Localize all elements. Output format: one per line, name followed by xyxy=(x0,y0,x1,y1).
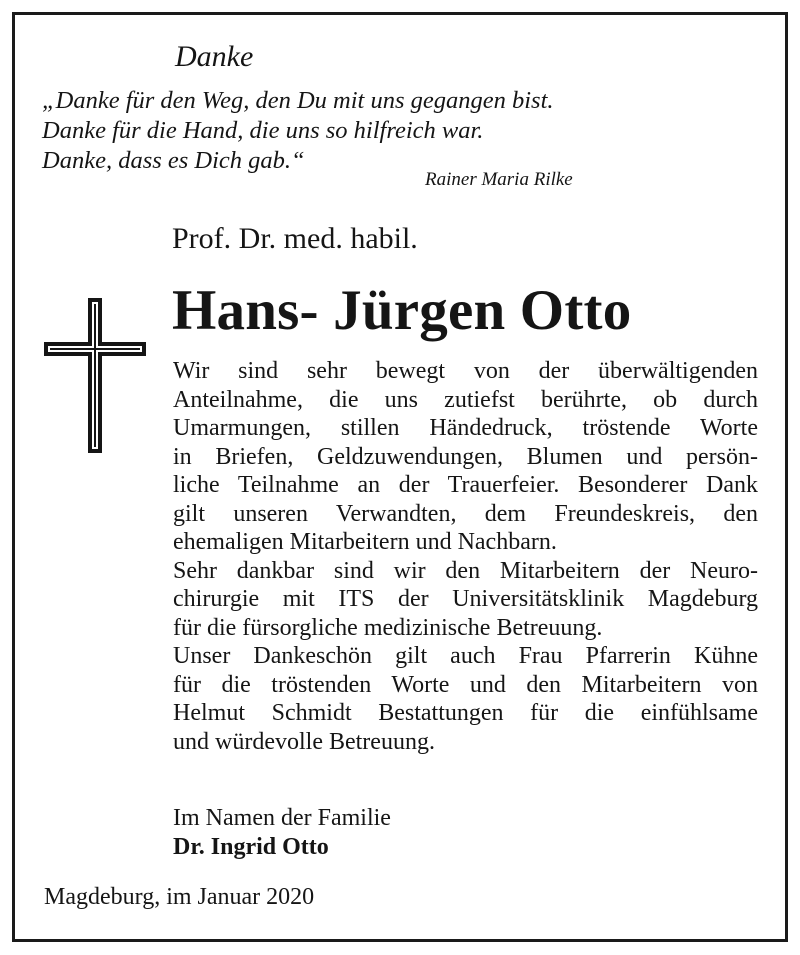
text-line: Anteilnahme, die uns zutiefst berührte, ob durch xyxy=(173,386,758,413)
signature-name: Dr. Ingrid Otto xyxy=(173,834,329,860)
rilke-quote xyxy=(42,86,554,176)
text-line: Unser Dankeschön gilt auch Frau Pfarrerin Kühne xyxy=(173,643,758,669)
quote-line: Danke für die Hand, die uns so hilfreich war. xyxy=(42,117,484,144)
text-line: liche Teilnahme an der Trauerfeier. Besonderer Dank xyxy=(173,472,758,498)
academic-title: Prof. Dr. med. habil. xyxy=(172,222,418,255)
place-date: Magdeburg, im Januar 2020 xyxy=(44,884,315,910)
text-line: für die tröstenden Worte und den Mitarbeitern von xyxy=(173,671,758,698)
text-line: gilt unseren Verwandten, dem Freundeskreis, den xyxy=(173,500,758,527)
text-line: in Briefen, Geldzuwendungen, Blumen und persön- xyxy=(173,443,758,470)
quote-author: Rainer Maria Rilke xyxy=(425,169,573,190)
quote-line: „Danke für den Weg, den Du mit uns gegangen bist. xyxy=(42,87,554,114)
text-line: und würdevolle Betreuung. xyxy=(173,728,435,755)
text-line: Sehr dankbar sind wir den Mitarbeitern der Neuro- xyxy=(173,557,758,584)
heading-danke: Danke xyxy=(175,40,254,73)
signature-intro: Im Namen der Familie xyxy=(173,805,391,831)
deceased-name: Hans- Jürgen Otto xyxy=(172,279,632,342)
cross-icon xyxy=(42,296,150,456)
text-line: Helmut Schmidt Bestattungen für die einfühlsame xyxy=(173,700,758,726)
thank-you-text xyxy=(173,357,758,756)
quote-line: Danke, dass es Dich gab.“ xyxy=(42,147,305,174)
text-line: Wir sind sehr bewegt von der überwältigenden xyxy=(173,358,758,384)
text-line: chirurgie mit ITS der Universitätsklinik Magdeburg xyxy=(173,586,758,612)
text-line: ehemaligen Mitarbeitern und Nachbarn. xyxy=(173,529,557,555)
text-line: Umarmungen, stillen Händedruck, tröstende Worte xyxy=(173,415,758,441)
text-line: für die fürsorgliche medizinische Betreuung. xyxy=(173,614,603,641)
